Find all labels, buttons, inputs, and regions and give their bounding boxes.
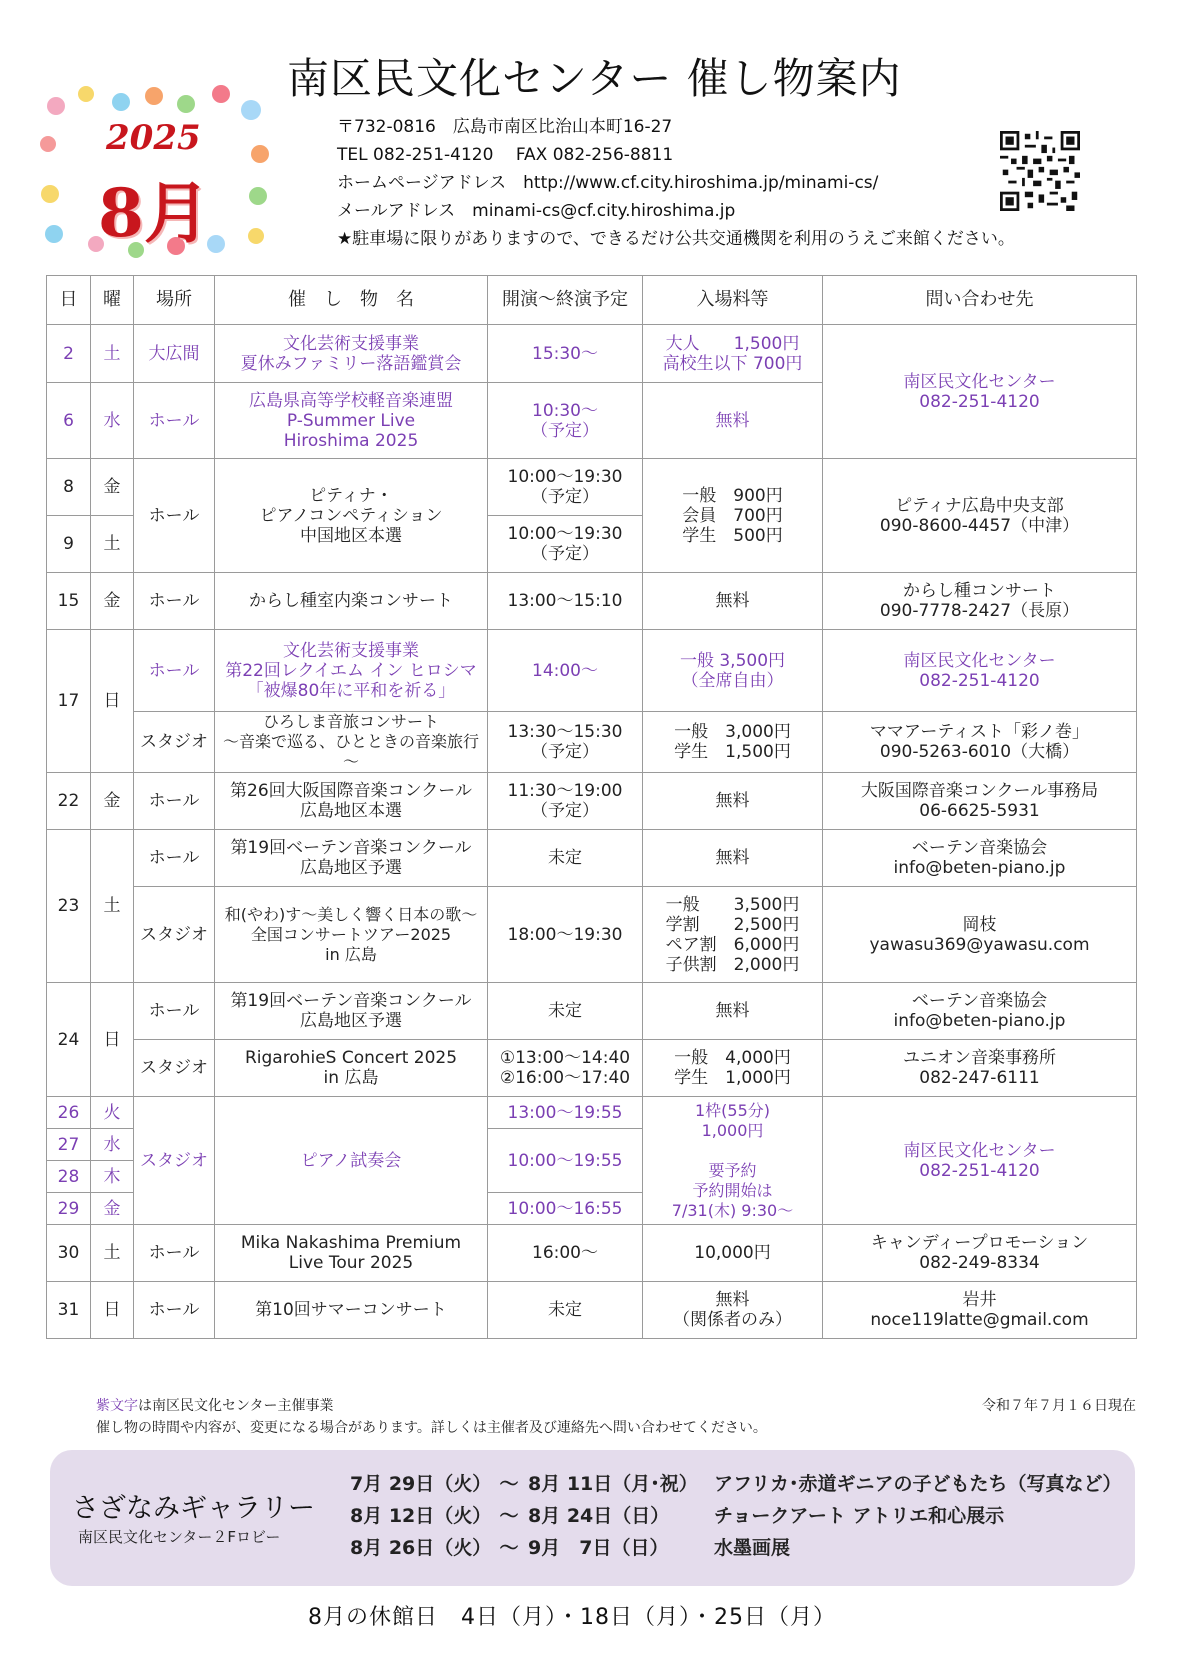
gallery-title: アフリカ･赤道ギニアの子どもたち（写真など） [714, 1473, 1122, 1495]
weekday-cell: 土 [91, 325, 134, 383]
fee-cell: 無料 （関係者のみ） [643, 1282, 823, 1339]
place-cell: ホール [134, 830, 215, 887]
gallery-location: 南区民文化センター２Fロビー [78, 1528, 281, 1546]
event-cell: 第19回ベーテン音楽コンクール 広島地区予選 [215, 830, 488, 887]
col-place: 場所 [134, 276, 215, 325]
place-cell: ホール [134, 1225, 215, 1282]
day-cell: 29 [47, 1193, 91, 1225]
weekday-cell: 水 [91, 383, 134, 459]
address: 〒732-0816 広島市南区比治山本町16-27 [337, 117, 673, 137]
event-cell: 第10回サマーコンサート [215, 1282, 488, 1339]
event-cell: ひろしま音旅コンサート ～音楽で巡る、ひとときの音楽旅行～ [215, 712, 488, 773]
table-row [47, 573, 1137, 630]
parking-note: ★駐車場に限りがありますので、できるだけ公共交通機関を利用のうえご来館ください。 [337, 229, 1015, 249]
event-cell: からし種室内楽コンサート [215, 573, 488, 630]
time-cell: 13:00～15:10 [488, 573, 643, 630]
day-cell: 15 [47, 573, 91, 630]
purple-text-label: 紫文字 [96, 1398, 138, 1414]
place-cell: ホール [134, 573, 215, 630]
weekday-cell: 金 [91, 573, 134, 630]
time-cell: 15:30～ [488, 325, 643, 383]
col-weekday: 曜 [91, 276, 134, 325]
contact-cell: ユニオン音楽事務所 082-247-6111 [823, 1040, 1137, 1097]
fee-cell: 無料 [643, 773, 823, 830]
time-cell: 13:00～19:55 [488, 1097, 643, 1129]
contact-cell: 岡枝 yawasu369@yawasu.com [823, 887, 1137, 983]
event-cell: 広島県高等学校軽音楽連盟 P-Summer Live Hiroshima 2025 [215, 383, 488, 459]
gallery-item [350, 1532, 1122, 1564]
month-label: 8月 [98, 174, 210, 252]
fee-cell: 無料 [643, 830, 823, 887]
table-row [47, 1097, 1137, 1129]
day-cell: 24 [47, 983, 91, 1097]
place-cell: スタジオ [134, 1097, 215, 1225]
event-cell: RigarohieS Concert 2025 in 広島 [215, 1040, 488, 1097]
gallery-from: 7月 29日（火） [350, 1473, 492, 1495]
contact-cell: ママアーティスト「彩ノ巻」 090-5263-6010（大橋） [823, 712, 1137, 773]
gallery-tilde: ～ [499, 1505, 519, 1527]
gallery-item [350, 1500, 1122, 1532]
event-cell: 文化芸術支援事業 夏休みファミリー落語鑑賞会 [215, 325, 488, 383]
time-cell: 13:30～15:30 （予定） [488, 712, 643, 773]
table-row [47, 325, 1137, 383]
gallery-from: 8月 26日（火） [350, 1537, 492, 1559]
event-cell: ピアノ試奏会 [215, 1097, 488, 1225]
table-row [47, 830, 1137, 887]
fee-cell: 一般 4,000円 学生 1,000円 [643, 1040, 823, 1097]
day-cell: 23 [47, 830, 91, 983]
gallery-title: 水墨画展 [714, 1537, 791, 1559]
gallery-box [50, 1450, 1135, 1586]
fee-cell: 一般 900円 会員 700円 学生 500円 [643, 459, 823, 573]
day-cell: 26 [47, 1097, 91, 1129]
place-cell: ホール [134, 1282, 215, 1339]
email-link[interactable]: メールアドレス minami-cs@cf.city.hiroshima.jp [337, 201, 736, 221]
weekday-cell: 土 [91, 830, 134, 983]
place-cell: スタジオ [134, 887, 215, 983]
time-cell: 10:00～19:55 [488, 1129, 643, 1193]
fee-cell: 一般 3,000円 学生 1,500円 [643, 712, 823, 773]
contact-cell: 岩井 noce119latte@gmail.com [823, 1282, 1137, 1339]
weekday-cell: 金 [91, 773, 134, 830]
table-row [47, 630, 1137, 712]
weekday-cell: 日 [91, 983, 134, 1097]
day-cell: 17 [47, 630, 91, 773]
weekday-cell: 木 [91, 1161, 134, 1193]
time-cell: 16:00～ [488, 1225, 643, 1282]
col-day: 日 [47, 276, 91, 325]
place-cell: ホール [134, 983, 215, 1040]
contact-cell: 南区民文化センター 082-251-4120 [823, 1097, 1137, 1225]
place-cell: スタジオ [134, 712, 215, 773]
weekday-cell: 金 [91, 459, 134, 516]
month-badge [36, 84, 276, 259]
place-cell: 大広間 [134, 325, 215, 383]
event-cell: 文化芸術支援事業 第22回レクイエム イン ヒロシマ 「被爆80年に平和を祈る」 [215, 630, 488, 712]
event-cell: 和(やわ)す～美しく響く日本の歌～ 全国コンサートツアー2025 in 広島 [215, 887, 488, 983]
table-row [47, 773, 1137, 830]
fee-cell: 10,000円 [643, 1225, 823, 1282]
contact-cell: 南区民文化センター 082-251-4120 [823, 630, 1137, 712]
fee-cell: 1枠(55分) 1,000円 要予約 予約開始は 7/31(木) 9:30～ [643, 1097, 823, 1225]
gallery-tilde: ～ [499, 1537, 519, 1559]
day-cell: 8 [47, 459, 91, 516]
gallery-tilde: ～ [499, 1473, 519, 1495]
change-note: 催し物の時間や内容が、変更になる場合があります。詳しくは主催者及び連絡先へ問い合わせてください。 [96, 1420, 767, 1436]
weekday-cell: 火 [91, 1097, 134, 1129]
day-cell: 30 [47, 1225, 91, 1282]
day-cell: 6 [47, 383, 91, 459]
time-cell: ①13:00～14:40 ②16:00～17:40 [488, 1040, 643, 1097]
notes [96, 1395, 767, 1439]
gallery-item [350, 1468, 1122, 1500]
fee-cell: 無料 [643, 573, 823, 630]
time-cell: 10:00～19:30 （予定） [488, 516, 643, 573]
place-cell: スタジオ [134, 1040, 215, 1097]
day-cell: 22 [47, 773, 91, 830]
place-cell: ホール [134, 630, 215, 712]
purple-text-note: は南区民文化センター主催事業 [138, 1398, 334, 1414]
qr-code-icon[interactable] [1000, 131, 1080, 211]
time-cell: 11:30～19:00 （予定） [488, 773, 643, 830]
gallery-to: 8月 24日（日） [528, 1505, 670, 1527]
weekday-cell: 日 [91, 630, 134, 773]
page-title: 南区民文化センター 催し物案内 [287, 54, 902, 103]
time-cell: 未定 [488, 830, 643, 887]
contact-cell: ピティナ広島中央支部 090-8600-4457（中津） [823, 459, 1137, 573]
table-row [47, 459, 1137, 516]
event-cell: Mika Nakashima Premium Live Tour 2025 [215, 1225, 488, 1282]
tel-fax: TEL 082-251-4120 FAX 082-256-8811 [337, 145, 674, 165]
fee-cell: 無料 [643, 983, 823, 1040]
time-cell: 14:00～ [488, 630, 643, 712]
gallery-title: チョークアート アトリエ和心展示 [714, 1505, 1005, 1527]
day-cell: 31 [47, 1282, 91, 1339]
table-row [47, 887, 1137, 983]
contact-info [337, 113, 1015, 253]
contact-cell: ベーテン音楽協会 info@beten-piano.jp [823, 830, 1137, 887]
gallery-list [350, 1468, 1122, 1564]
time-cell: 18:00～19:30 [488, 887, 643, 983]
table-row [47, 1282, 1137, 1339]
place-cell: ホール [134, 459, 215, 573]
weekday-cell: 日 [91, 1282, 134, 1339]
day-cell: 28 [47, 1161, 91, 1193]
closed-days: 8月の休館日 4日（月）・18日（月）・25日（月） [308, 1605, 836, 1630]
day-cell: 9 [47, 516, 91, 573]
gallery-from: 8月 12日（火） [350, 1505, 492, 1527]
event-schedule-table [46, 275, 1137, 1339]
event-cell: ピティナ・ ピアノコンペティション 中国地区本選 [215, 459, 488, 573]
time-cell: 10:00～16:55 [488, 1193, 643, 1225]
col-fee: 入場料等 [643, 276, 823, 325]
event-cell: 第19回ベーテン音楽コンクール 広島地区予選 [215, 983, 488, 1040]
fee-cell: 一般 3,500円 （全席自由） [643, 630, 823, 712]
place-cell: ホール [134, 773, 215, 830]
weekday-cell: 土 [91, 1225, 134, 1282]
fee-cell: 大人 1,500円 高校生以下 700円 [643, 325, 823, 383]
weekday-cell: 金 [91, 1193, 134, 1225]
day-cell: 2 [47, 325, 91, 383]
weekday-cell: 土 [91, 516, 134, 573]
fee-cell: 一般 3,500円 学割 2,500円 ペア割 6,000円 子供割 2,000円 [643, 887, 823, 983]
as-of-date: 令和７年７月１６日現在 [982, 1398, 1136, 1414]
table-row [47, 1040, 1137, 1097]
time-cell: 未定 [488, 1282, 643, 1339]
table-header-row [47, 276, 1137, 325]
col-event: 催 し 物 名 [215, 276, 488, 325]
table-row [47, 712, 1137, 773]
gallery-to: 9月 7日（日） [528, 1537, 669, 1559]
contact-cell: 南区民文化センター 082-251-4120 [823, 325, 1137, 459]
contact-cell: からし種コンサート 090-7778-2427（長原） [823, 573, 1137, 630]
gallery-to: 8月 11日（月･祝） [528, 1473, 698, 1495]
col-contact: 問い合わせ先 [823, 276, 1137, 325]
day-cell: 27 [47, 1129, 91, 1161]
time-cell: 10:30～ （予定） [488, 383, 643, 459]
weekday-cell: 水 [91, 1129, 134, 1161]
table-row [47, 1225, 1137, 1282]
table-row [47, 983, 1137, 1040]
place-cell: ホール [134, 383, 215, 459]
time-cell: 10:00～19:30 （予定） [488, 459, 643, 516]
contact-cell: 大阪国際音楽コンクール事務局 06-6625-5931 [823, 773, 1137, 830]
contact-cell: キャンディープロモーション 082-249-8334 [823, 1225, 1137, 1282]
event-cell: 第26回大阪国際音楽コンクール 広島地区本選 [215, 773, 488, 830]
contact-cell: ベーテン音楽協会 info@beten-piano.jp [823, 983, 1137, 1040]
col-time: 開演～終演予定 [488, 276, 643, 325]
homepage-link[interactable]: ホームページアドレス http://www.cf.city.hiroshima.jp/minami-cs/ [337, 173, 879, 193]
gallery-name: さざなみギャラリー [72, 1493, 315, 1524]
fee-cell: 無料 [643, 383, 823, 459]
time-cell: 未定 [488, 983, 643, 1040]
year-label: 2025 [106, 118, 201, 158]
